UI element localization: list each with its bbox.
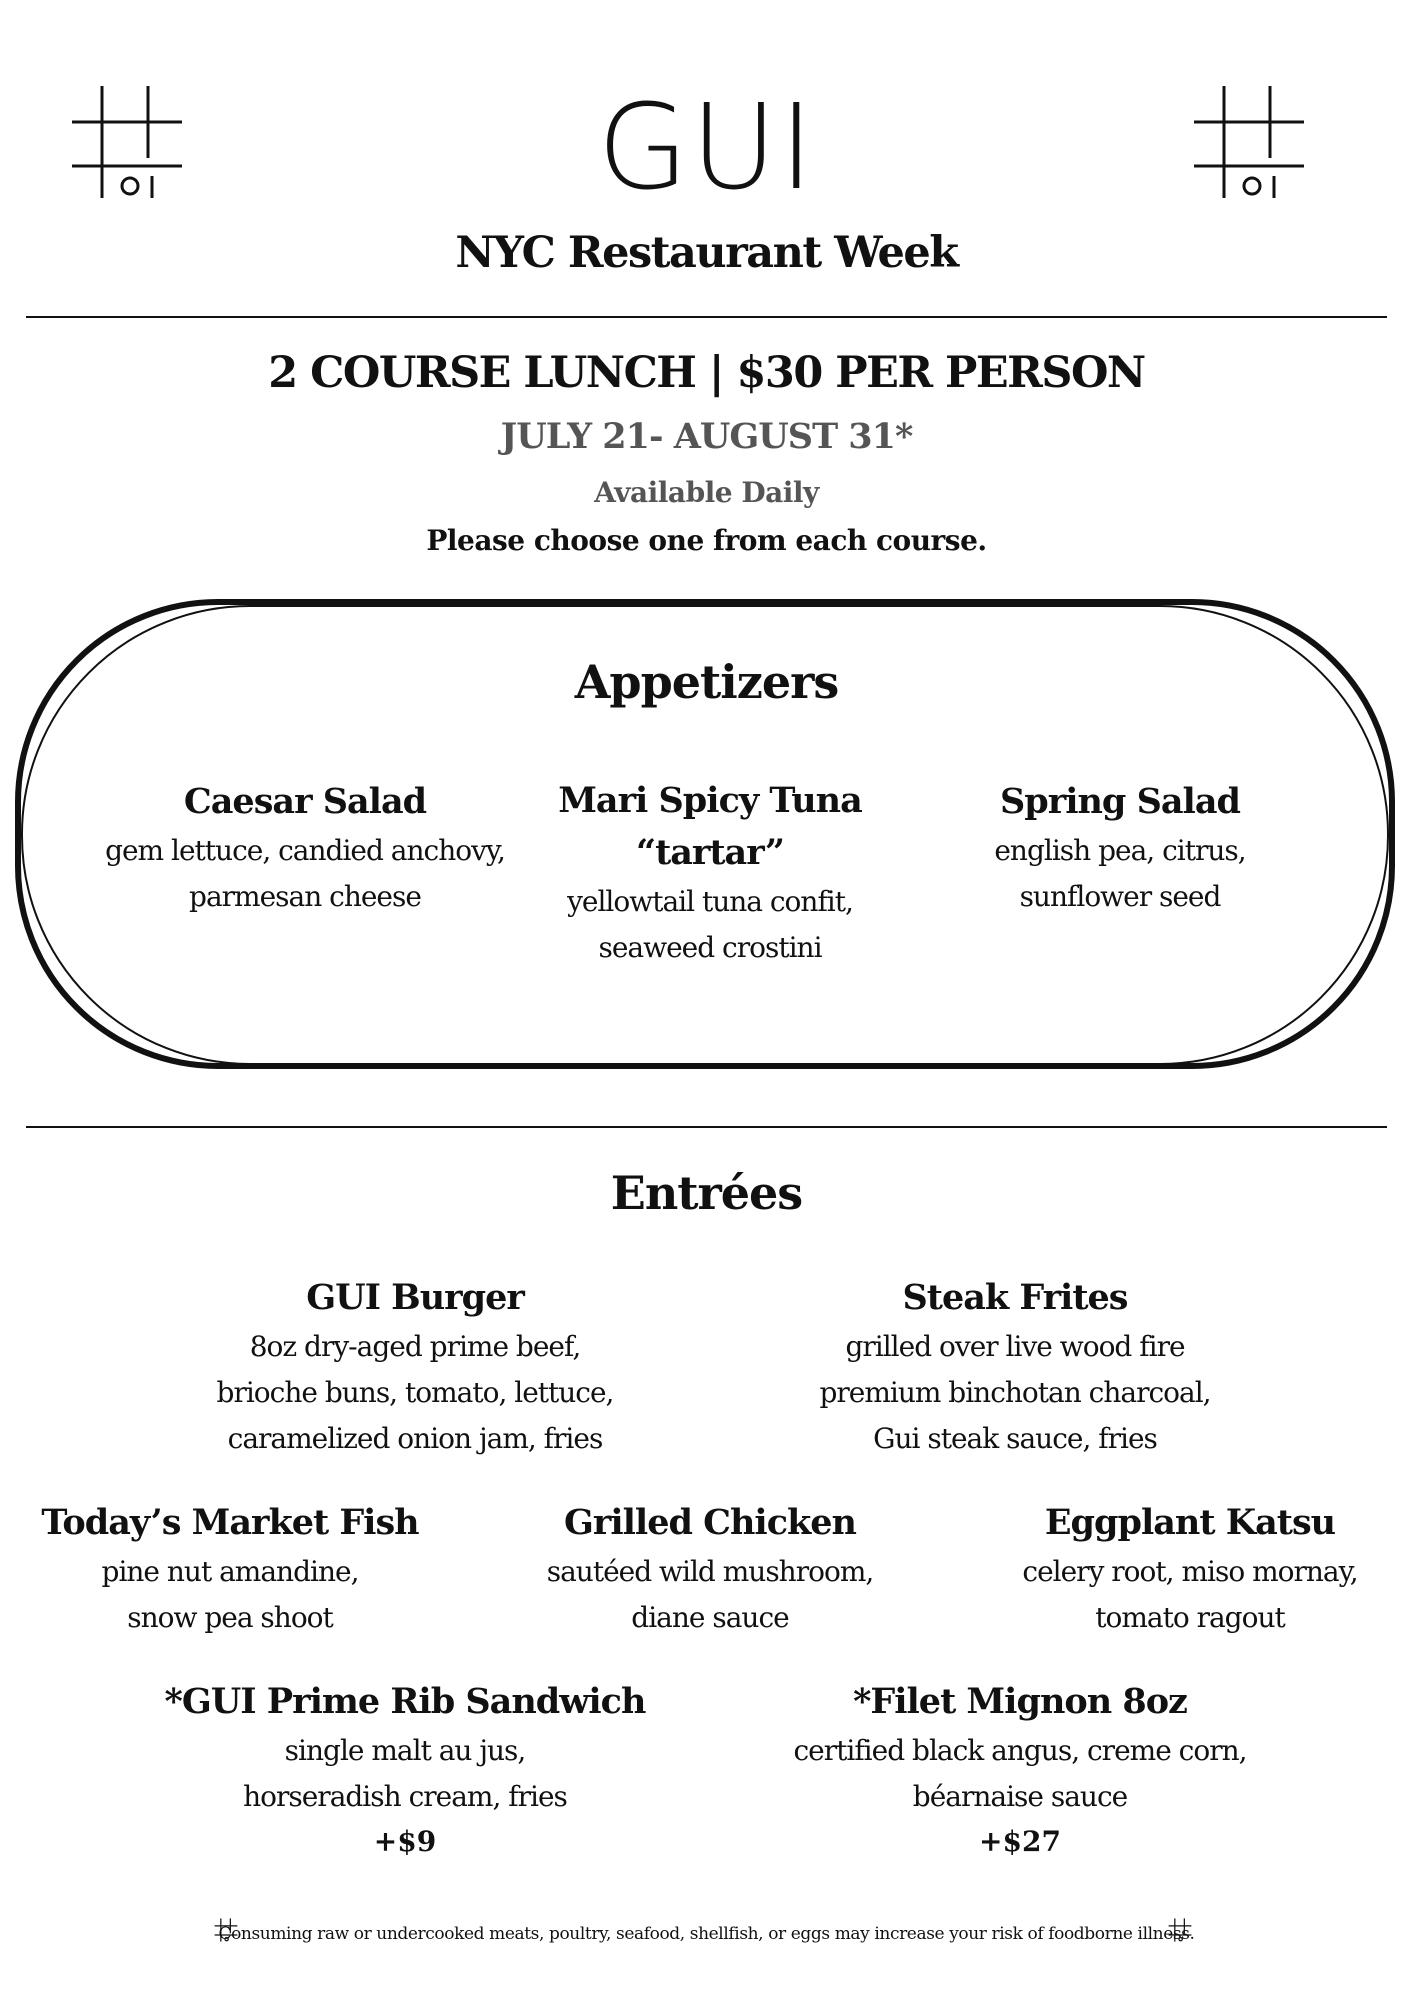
- entree-item: [800, 1272, 1230, 1462]
- divider-top: [26, 316, 1387, 318]
- item-name: Today’s Market Fish: [41, 1502, 419, 1543]
- footer-notice: Consuming raw or undercooked meats, poultry, seafood, shellfish, or eggs may increase your risk of foodborne illness.: [218, 1924, 1195, 1944]
- item-name: Caesar Salad: [183, 781, 427, 822]
- entree-item: [510, 1497, 910, 1641]
- appetizer-item: [480, 775, 940, 971]
- entree-item: [30, 1497, 430, 1641]
- item-desc: caramelized onion jam, fries: [227, 1422, 603, 1455]
- item-price: +$9: [373, 1825, 437, 1858]
- item-desc: tomato ragout: [1095, 1601, 1285, 1634]
- item-desc: english pea, citrus,: [994, 834, 1246, 867]
- event-title: NYC Restaurant Week: [455, 228, 958, 278]
- item-name: Steak Frites: [902, 1277, 1128, 1318]
- item-desc: premium binchotan charcoal,: [819, 1376, 1211, 1409]
- entree-item: [160, 1676, 650, 1864]
- item-desc: horseradish cream, fries: [243, 1780, 567, 1813]
- item-name-line-2: “tartar”: [635, 832, 785, 873]
- item-name: *GUI Prime Rib Sandwich: [164, 1681, 646, 1722]
- item-desc: single malt au jus,: [284, 1734, 526, 1767]
- item-desc: gem lettuce, candied anchovy,: [105, 834, 505, 867]
- appetizers-title: Appetizers: [574, 655, 839, 709]
- item-name: Mari Spicy Tuna: [558, 780, 862, 821]
- item-desc: sunflower seed: [1019, 880, 1221, 913]
- offer-instruction: Please choose one from each course.: [426, 524, 987, 557]
- item-name: Spring Salad: [1000, 781, 1240, 822]
- item-desc: diane sauce: [631, 1601, 789, 1634]
- offer-headline: 2 COURSE LUNCH | $30 PER PERSON: [268, 348, 1145, 398]
- offer-availability: Available Daily: [594, 476, 819, 509]
- entree-item: [1000, 1497, 1380, 1641]
- entree-item: [200, 1272, 630, 1462]
- offer-dates: JULY 21- AUGUST 31*: [500, 416, 913, 457]
- item-name: *Filet Mignon 8oz: [853, 1681, 1187, 1722]
- item-desc: certified black angus, creme corn,: [793, 1734, 1247, 1767]
- item-desc: sautéed wild mushroom,: [546, 1555, 874, 1588]
- item-desc: pine nut amandine,: [101, 1555, 359, 1588]
- appetizer-item: [80, 776, 530, 920]
- item-name: Grilled Chicken: [563, 1502, 857, 1543]
- item-desc: brioche buns, tomato, lettuce,: [216, 1376, 614, 1409]
- item-desc: yellowtail tuna confit,: [567, 885, 853, 918]
- item-price: +$27: [979, 1825, 1061, 1858]
- item-name: Eggplant Katsu: [1044, 1502, 1336, 1543]
- hash-grid-small-icon: [1168, 1918, 1192, 1942]
- entrees-title: Entrées: [610, 1166, 803, 1220]
- item-desc: 8oz dry-aged prime beef,: [249, 1330, 581, 1363]
- item-name: GUI Burger: [306, 1277, 524, 1318]
- item-desc: grilled over live wood fire: [845, 1330, 1185, 1363]
- entree-item: [790, 1676, 1250, 1864]
- item-desc: snow pea shoot: [127, 1601, 333, 1634]
- brand-logo-text: GUI: [597, 78, 816, 216]
- appetizer-item: [900, 776, 1340, 920]
- item-desc: celery root, miso mornay,: [1022, 1555, 1358, 1588]
- item-desc: parmesan cheese: [189, 880, 421, 913]
- item-desc: seaweed crostini: [598, 931, 822, 964]
- divider-middle: [26, 1126, 1387, 1128]
- item-desc: Gui steak sauce, fries: [873, 1422, 1157, 1455]
- item-desc: béarnaise sauce: [912, 1780, 1128, 1813]
